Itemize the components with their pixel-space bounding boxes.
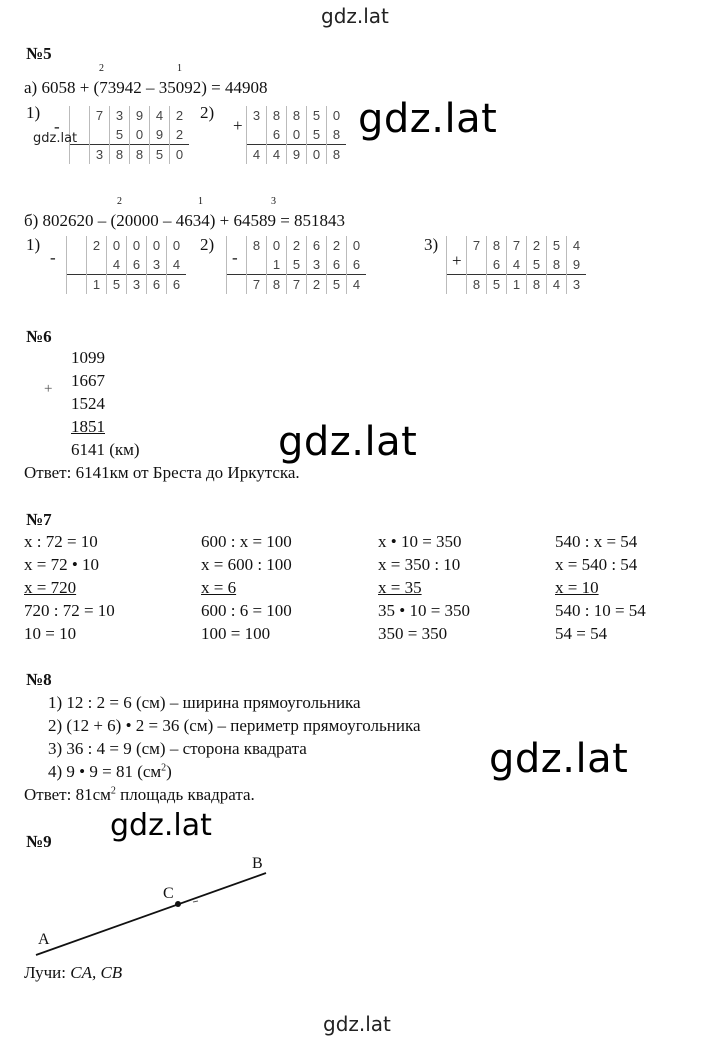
task7-c2-line2: x = 600 : 100	[201, 555, 292, 574]
task5b-order-1: 1	[198, 196, 203, 207]
watermark-top: gdz.lat	[321, 4, 389, 28]
task7-c1-line5: 10 = 10	[24, 624, 77, 643]
task5b-step2-grid: 8 0 2 6 2 0 1 5 3 6 6 7 8 7 2 5 4	[226, 236, 366, 294]
task7-c4-line4: 540 : 10 = 54	[555, 601, 646, 620]
task5b-order-3: 3	[271, 196, 276, 207]
line-ab	[36, 873, 266, 955]
task5b-step2-sign: -	[232, 248, 238, 267]
watermark-bottom: gdz.lat	[323, 1012, 391, 1036]
task6-addend-4: 1851	[71, 417, 105, 436]
task7-c2-line1: 600 : x = 100	[201, 532, 292, 551]
task9-heading: №9	[26, 832, 52, 851]
label-a: A	[38, 931, 50, 948]
task6-sum: 6141 (км)	[71, 440, 140, 459]
task5a-expression: а) 6058 + (73942 – 35092) = 44908	[24, 78, 268, 97]
task5b-step3-label: 3)	[424, 235, 439, 254]
task7-c3-line1: x • 10 = 350	[378, 532, 462, 551]
task7-c4-line1: 540 : x = 54	[555, 532, 638, 551]
tick-mark	[193, 901, 198, 902]
task6-addend-1: 1099	[71, 348, 105, 367]
task6-answer: Ответ: 6141км от Бреста до Иркутска.	[24, 463, 300, 482]
label-c: C	[163, 885, 174, 902]
task5a-step1-sign: -	[54, 117, 60, 136]
task6-heading: №6	[26, 327, 52, 346]
task5a-step2-label: 2)	[200, 103, 215, 122]
task8-answer: Ответ: $81см^2$ площадь квадрата.	[24, 785, 255, 804]
task5a-step2-grid: 3 8 8 5 0 6 0 5 8 4 4 9 0 8	[246, 106, 346, 164]
task7-c4-line5: 54 = 54	[555, 624, 608, 643]
task8-step-3: 3) 36 : 4 = 9 (см) – сторона квадрата	[48, 739, 307, 758]
task8-heading: №8	[26, 670, 52, 689]
task6-sign: +	[44, 381, 53, 397]
task7-c2-line3: x = 6	[201, 578, 237, 597]
task5b-step1-grid: 2 0 0 0 0 4 6 3 4 1 5 3 6 6	[66, 236, 186, 294]
task7-c2-line4: 600 : 6 = 100	[201, 601, 292, 620]
task8-step-4: 4) 9 • 9 = 81 $(см^2)$	[48, 762, 172, 781]
task5b-step3-grid: 7 8 7 2 5 4 6 4 5 8 9 8 5 1 8 4 3	[446, 236, 586, 294]
task5b-order-2: 2	[117, 196, 122, 207]
task7-c1-line2: x = 72 • 10	[24, 555, 100, 574]
task7-c3-line3: x = 35	[378, 578, 422, 597]
watermark-3: gdz.lat	[489, 736, 629, 782]
task5-heading: №5	[26, 44, 52, 63]
task5b-step3-sign: +	[452, 251, 462, 270]
task5b-expression: б) 802620 – (20000 – 4634) + 64589 = 851843	[24, 211, 346, 230]
task7-heading: №7	[26, 510, 52, 529]
task6-addend-2: 1667	[71, 371, 105, 390]
task7-c1-line4: 720 : 72 = 10	[24, 601, 115, 620]
task5a-step2-sign: +	[233, 116, 243, 135]
task5a-order-2: 2	[99, 63, 104, 74]
task6-addend-3: 1524	[71, 394, 105, 413]
task5a-step1-label: 1)	[26, 103, 41, 122]
label-b: B	[252, 855, 263, 872]
watermark-inline-small: gdz.lat	[33, 131, 78, 146]
task7-c2-line5: 100 = 100	[201, 624, 271, 643]
task7-c3-line5: 350 = 350	[378, 624, 448, 643]
task7-c1-line1: x : 72 = 10	[24, 532, 98, 551]
task8-step-1: 1) 12 : 2 = 6 (см) – ширина прямоугольника	[48, 693, 361, 712]
task7-c1-line3: x = 720	[24, 578, 77, 597]
watermark-4: gdz.lat	[106, 808, 216, 843]
task7-c4-line3: x = 10	[555, 578, 599, 597]
task5b-step1-sign: -	[50, 248, 56, 267]
point-c	[175, 901, 181, 907]
watermark-1: gdz.lat	[358, 96, 498, 142]
task5a-order-1: 1	[177, 63, 182, 74]
task7-c3-line2: x = 350 : 10	[378, 555, 461, 574]
task9-answer: Лучи: CA, CB	[24, 963, 123, 982]
task5b-step1-label: 1)	[26, 235, 41, 254]
task5a-step1-grid: 7 3 9 4 2 5 0 9 2 3 8 8 5 0	[69, 106, 189, 164]
task8-step-2: 2) (12 + 6) • 2 = 36 (см) – периметр прямоугольника	[48, 716, 421, 735]
watermark-2: gdz.lat	[278, 419, 418, 465]
task5b-step2-label: 2)	[200, 235, 215, 254]
task7-c3-line4: 35 • 10 = 350	[378, 601, 471, 620]
task7-c4-line2: x = 540 : 54	[555, 555, 638, 574]
